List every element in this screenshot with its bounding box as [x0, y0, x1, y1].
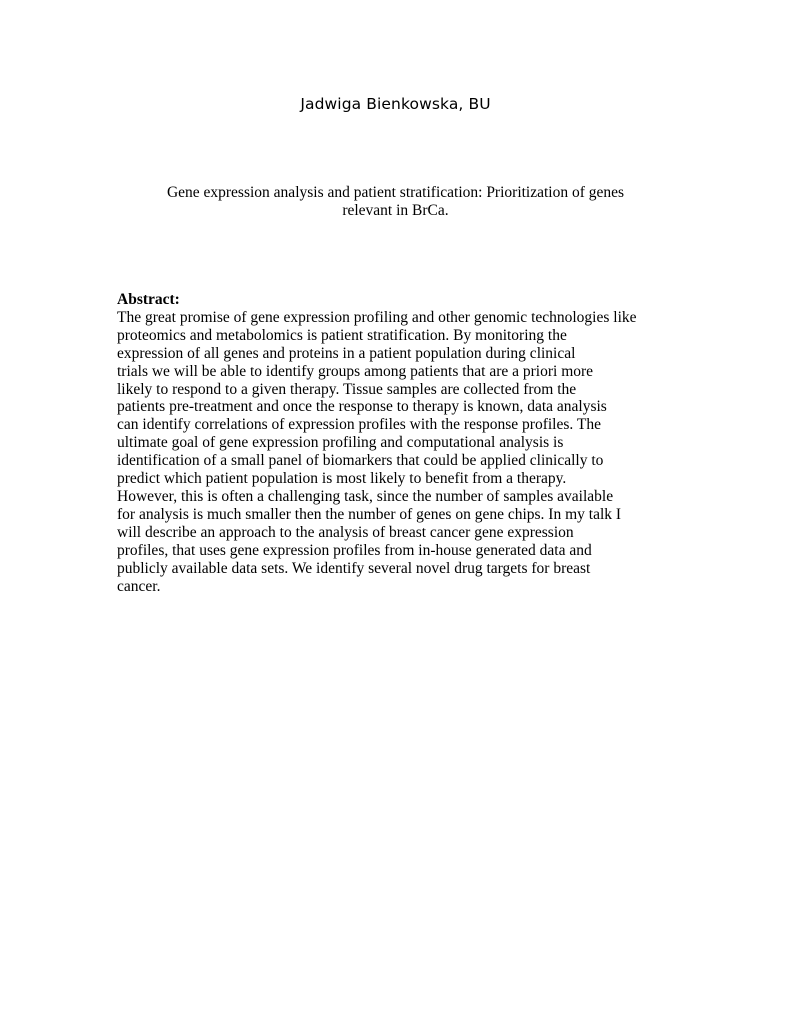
- author-name: Jadwiga Bienkowska, BU: [300, 95, 491, 113]
- abstract-line: cancer.: [117, 577, 161, 595]
- abstract-section: [117, 291, 677, 595]
- abstract-heading: Abstract:: [117, 291, 180, 308]
- abstract-line: The great promise of gene expression profiling and other genomic technologies like: [117, 308, 637, 326]
- abstract-line: expression of all genes and proteins in a patient population during clinical: [117, 344, 576, 362]
- abstract-line: likely to respond to a given therapy. Tissue samples are collected from the: [117, 380, 577, 398]
- talk-title-line: Gene expression analysis and patient stratification: Prioritization of genes: [166, 184, 625, 201]
- abstract-line: patients pre-treatment and once the response to therapy is known, data analysis: [117, 398, 607, 416]
- abstract-line: proteomics and metabolomics is patient stratification. By monitoring the: [117, 326, 567, 344]
- abstract-line: identification of a small panel of biomarkers that could be applied clinically to: [117, 452, 604, 470]
- abstract-line: publicly available data sets. We identify several novel drug targets for breast: [117, 559, 591, 577]
- abstract-line: ultimate goal of gene expression profiling and computational analysis is: [117, 434, 564, 452]
- abstract-line: trials we will be able to identify groups among patients that are a priori more: [117, 362, 594, 380]
- abstract-line: However, this is often a challenging task, since the number of samples available: [117, 487, 614, 505]
- abstract-line: profiles, that uses gene expression profiles from in-house generated data and: [117, 541, 592, 559]
- abstract-line: for analysis is much smaller then the number of genes on gene chips. In my talk I: [117, 505, 622, 523]
- abstract-line: will describe an approach to the analysis of breast cancer gene expression: [117, 523, 574, 541]
- talk-title-line: relevant in BrCa.: [342, 202, 449, 219]
- talk-title: [140, 184, 651, 220]
- abstract-line: can identify correlations of expression profiles with the response profiles. The: [117, 416, 601, 434]
- abstract-line: predict which patient population is most likely to benefit from a therapy.: [117, 470, 567, 488]
